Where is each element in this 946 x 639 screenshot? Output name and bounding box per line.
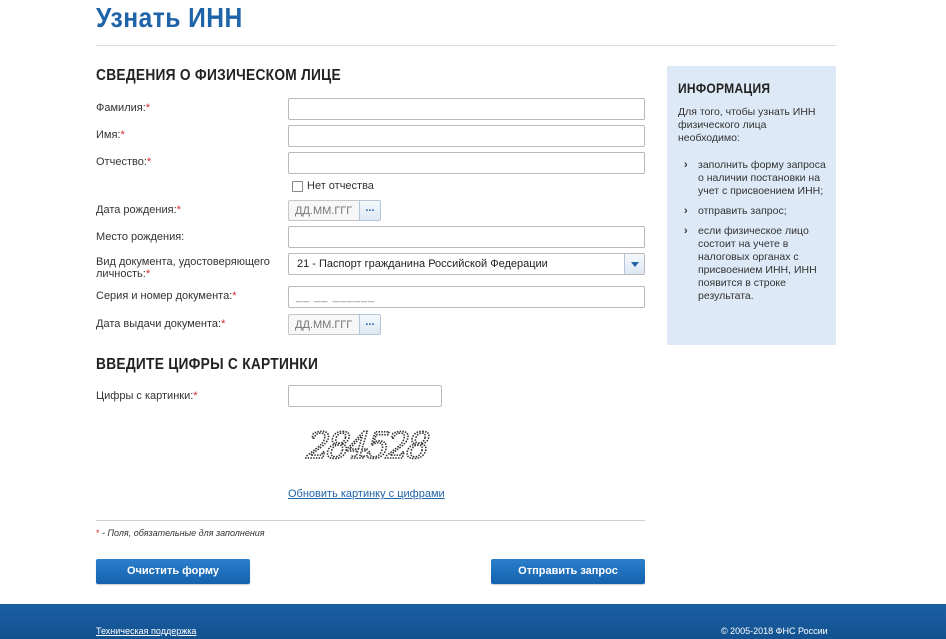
captcha-image	[300, 420, 430, 468]
captcha-label: Цифры с картинки:*	[96, 390, 198, 402]
patronymic-label: Отчество:*	[96, 156, 152, 168]
birth-date-picker-button[interactable]	[359, 200, 381, 221]
info-list-item: › отправить запрос;	[684, 205, 787, 217]
submit-request-button[interactable]: Отправить запрос	[491, 559, 645, 584]
info-panel	[667, 66, 836, 345]
copyright: © 2005-2018 ФНС России	[721, 626, 828, 636]
footer	[0, 604, 946, 639]
captcha-input[interactable]	[288, 385, 442, 407]
section-title-person: СВЕДЕНИЯ О ФИЗИЧЕСКОМ ЛИЦЕ	[96, 67, 341, 84]
name-input[interactable]	[288, 125, 645, 147]
form-divider	[96, 520, 645, 521]
title-divider	[96, 45, 836, 46]
section-title-captcha: ВВЕДИТЕ ЦИФРЫ С КАРТИНКИ	[96, 356, 319, 373]
birth-place-label: Место рождения:	[96, 231, 185, 243]
info-title: ИНФОРМАЦИЯ	[678, 80, 771, 96]
info-list-item: › если физическое лицо состоит на учете в налоговых органах с присвоением ИНН, ИНН появится в строке результата.	[684, 225, 817, 302]
doc-type-dropdown-button[interactable]	[624, 254, 644, 274]
doc-type-label: Вид документа, удостоверяющего личность:*	[96, 256, 270, 280]
surname-label: Фамилия:*	[96, 102, 151, 114]
required-note: * - Поля, обязательные для заполнения	[96, 528, 265, 538]
no-patronymic-label: Нет отчества	[307, 180, 374, 192]
chevron-right-icon: ›	[684, 205, 688, 217]
doc-type-select[interactable]	[288, 253, 645, 275]
calendar-dots-icon: ...	[365, 316, 375, 328]
support-link[interactable]: Техническая поддержка	[96, 626, 197, 636]
doc-date-label: Дата выдачи документа:*	[96, 318, 226, 330]
refresh-captcha-link[interactable]: Обновить картинку с цифрами	[288, 488, 445, 500]
birth-date-input[interactable]	[288, 200, 360, 221]
doc-type-value: 21 - Паспорт гражданина Российской Федерации	[297, 258, 548, 270]
no-patronymic-row[interactable]	[292, 180, 374, 192]
surname-input[interactable]	[288, 98, 645, 120]
calendar-dots-icon: ...	[365, 202, 375, 214]
chevron-right-icon: ›	[684, 159, 688, 171]
info-list-item: › заполнить форму запроса о наличии постановки на учет с присвоением ИНН;	[684, 159, 826, 197]
chevron-right-icon: ›	[684, 225, 688, 237]
doc-number-label: Серия и номер документа:*	[96, 290, 237, 302]
name-label: Имя:*	[96, 129, 125, 141]
doc-date-input[interactable]	[288, 314, 360, 335]
clear-form-button[interactable]: Очистить форму	[96, 559, 250, 584]
birth-date-label: Дата рождения:*	[96, 204, 181, 216]
patronymic-input[interactable]	[288, 152, 645, 174]
page-title: Узнать ИНН	[96, 2, 243, 33]
svg-text:284528: 284528	[305, 425, 429, 467]
no-patronymic-checkbox[interactable]	[292, 181, 303, 192]
doc-number-mask: __ __ ______	[296, 291, 376, 303]
chevron-down-icon	[631, 262, 639, 267]
info-intro: Для того, чтобы узнать ИНН физического лица необходимо:	[678, 106, 816, 144]
birth-place-input[interactable]	[288, 226, 645, 248]
doc-date-picker-button[interactable]	[359, 314, 381, 335]
